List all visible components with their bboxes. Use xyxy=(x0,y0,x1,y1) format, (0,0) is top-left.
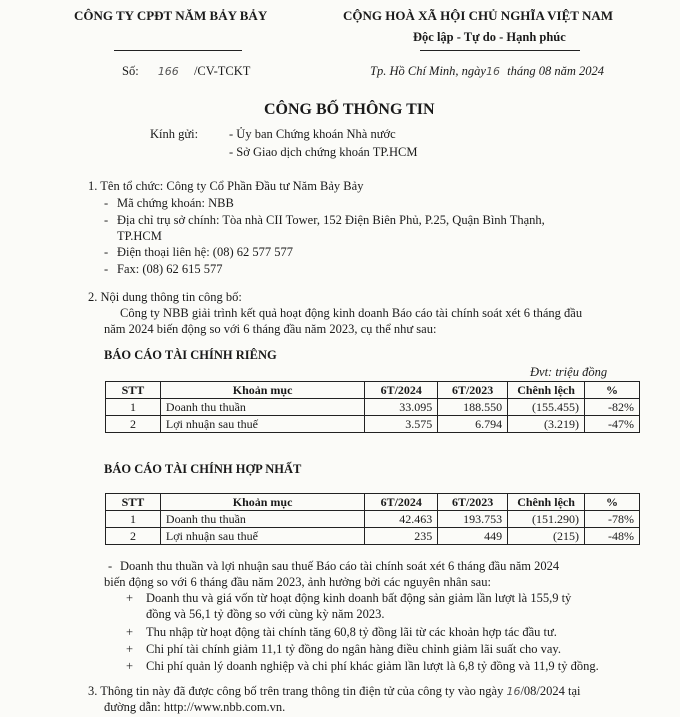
table-cell: 188.550 xyxy=(438,399,508,416)
reason-item: Chi phí tài chính giảm 11,1 tỷ đồng do ngân hàng điều chỉnh giảm lãi suất cho vay. xyxy=(146,642,561,656)
phone-line: Điện thoại liên hệ: (08) 62 577 577 xyxy=(117,245,294,259)
section3-line xyxy=(88,684,581,699)
column-header: STT xyxy=(106,382,161,399)
table-cell: -78% xyxy=(585,511,640,528)
table-cell: 6.794 xyxy=(438,416,508,433)
recipient-item: - Sở Giao dịch chứng khoán TP.HCM xyxy=(229,145,418,159)
table-cell: (215) xyxy=(508,528,585,545)
table-header-row xyxy=(106,494,640,511)
recipient-item: - Ủy ban Chứng khoán Nhà nước xyxy=(229,127,396,141)
address-line: Địa chỉ trụ sở chính: Tòa nhà CII Tower, 152 Điện Biên Phủ, P.25, Quận Bình Thạnh, xyxy=(117,213,545,227)
doc-date xyxy=(370,64,604,79)
explanation-line: Doanh thu thuần và lợi nhuận sau thuế Báo cáo tài chính soát xét 6 tháng đầu năm 2024 xyxy=(120,559,560,573)
column-header: Khoản mục xyxy=(160,494,364,511)
date-suffix: tháng 08 năm 2024 xyxy=(507,64,604,78)
plus-bullet: + xyxy=(126,625,134,639)
table-row xyxy=(106,416,640,433)
column-header: Khoản mục xyxy=(160,382,364,399)
column-header: Chênh lệch xyxy=(508,382,585,399)
table-cell: 235 xyxy=(365,528,438,545)
intro-line: năm 2024 biến động so với 6 tháng đầu năm 2023, cụ thể như sau: xyxy=(104,322,437,336)
website-link[interactable]: đường dẫn: http://www.nbb.com.vn. xyxy=(104,700,286,714)
financial-table-separate xyxy=(105,381,640,433)
table-cell: 33.095 xyxy=(365,399,438,416)
stock-code: Mã chứng khoán: NBB xyxy=(117,196,234,210)
unit-label: Đvt: triệu đồng xyxy=(530,365,608,379)
table-cell: Doanh thu thuần xyxy=(160,511,364,528)
plus-bullet: + xyxy=(126,659,134,673)
column-header: STT xyxy=(106,494,161,511)
company-name: CÔNG TY CPĐT NĂM BẢY BẢY xyxy=(74,8,268,23)
bullet-dash: - xyxy=(104,262,109,276)
table-cell: 1 xyxy=(106,511,161,528)
column-header: 6T/2023 xyxy=(438,494,508,511)
intro-line: Công ty NBB giải trình kết quả hoạt động kinh doanh Báo cáo tài chính soát xét 6 tháng đầu xyxy=(120,306,583,320)
table-cell: 42.463 xyxy=(365,511,438,528)
republic-name: CỘNG HOÀ XÃ HỘI CHỦ NGHĨA VIỆT NAM xyxy=(343,8,614,23)
table-cell: (151.290) xyxy=(508,511,585,528)
reason-item: Chi phí quản lý doanh nghiệp và chi phí khác giảm lần lượt là 6,8 tỷ đồng và 11,9 tỷ đồng. xyxy=(146,659,599,673)
table-cell: Lợi nhuận sau thuế xyxy=(160,528,364,545)
motto: Độc lập - Tự do - Hạnh phúc xyxy=(413,30,566,44)
doc-number-handwritten: 166 xyxy=(157,65,179,78)
bullet-dash: - xyxy=(108,559,113,573)
column-header: Chênh lệch xyxy=(508,494,585,511)
table-cell: 449 xyxy=(438,528,508,545)
bullet-dash: - xyxy=(104,196,109,210)
column-header: 6T/2023 xyxy=(438,382,508,399)
plus-bullet: + xyxy=(126,642,134,656)
table2-title: BÁO CÁO TÀI CHÍNH HỢP NHẤT xyxy=(104,462,302,476)
table-row xyxy=(106,528,640,545)
column-header: % xyxy=(585,494,640,511)
column-header: % xyxy=(585,382,640,399)
section3-prefix: 3. Thông tin này đã được công bố trên trang thông tin điện tử của công ty vào ngày xyxy=(88,684,504,698)
date-prefix: Tp. Hồ Chí Minh, ngày xyxy=(370,64,486,78)
column-header: 6T/2024 xyxy=(365,382,438,399)
reason-item: Doanh thu và giá vốn từ hoạt động kinh doanh bất động sản giảm lần lượt là 155,9 tỷ xyxy=(146,591,572,605)
fax-line: Fax: (08) 62 615 577 xyxy=(117,262,223,276)
reason-item: Thu nhập từ hoạt động tài chính tăng 60,8 tỷ đồng lãi từ các khoản hợp tác đầu tư. xyxy=(146,625,557,639)
table-cell: -82% xyxy=(585,399,640,416)
column-header: 6T/2024 xyxy=(365,494,438,511)
table-cell: Doanh thu thuần xyxy=(160,399,364,416)
table1-title: BÁO CÁO TÀI CHÍNH RIÊNG xyxy=(104,348,277,362)
table-header-row xyxy=(106,382,640,399)
table-row xyxy=(106,511,640,528)
table-cell: Lợi nhuận sau thuế xyxy=(160,416,364,433)
page-title: CÔNG BỐ THÔNG TIN xyxy=(264,101,435,118)
table-cell: -48% xyxy=(585,528,640,545)
explanation-line: biến động so với 6 tháng đầu năm 2023, ảnh hưởng bởi các nguyên nhân sau: xyxy=(104,575,491,589)
doc-number-prefix: Số: xyxy=(122,64,139,78)
table-cell: (155.455) xyxy=(508,399,585,416)
plus-bullet: + xyxy=(126,591,134,605)
financial-table-consolidated xyxy=(105,493,640,545)
reason-item-cont: đồng và 56,1 tỷ đồng so với cùng kỳ năm 2023. xyxy=(146,607,385,621)
section2-heading: 2. Nội dung thông tin công bố: xyxy=(88,290,242,304)
date-day-handwritten: 16 xyxy=(485,65,500,78)
doc-number-suffix: /CV-TCKT xyxy=(193,64,251,78)
bullet-dash: - xyxy=(104,245,109,259)
address-city: TP.HCM xyxy=(117,229,162,243)
table-cell: 193.753 xyxy=(438,511,508,528)
bullet-dash: - xyxy=(104,213,109,227)
motto-underline xyxy=(420,50,580,51)
table-cell: 1 xyxy=(106,399,161,416)
section1-heading: 1. Tên tổ chức: Công ty Cổ Phần Đầu tư Năm Bảy Bảy xyxy=(88,179,364,193)
table-cell: 3.575 xyxy=(365,416,438,433)
table-row xyxy=(106,399,640,416)
table-cell: -47% xyxy=(585,416,640,433)
publish-day-handwritten: 16 xyxy=(506,685,521,698)
recipients-label: Kính gửi: xyxy=(150,127,199,141)
table-cell: 2 xyxy=(106,528,161,545)
company-underline xyxy=(114,50,242,51)
section3-suffix: /08/2024 tại xyxy=(520,684,581,698)
table-cell: 2 xyxy=(106,416,161,433)
doc-number xyxy=(122,64,250,79)
table-cell: (3.219) xyxy=(508,416,585,433)
